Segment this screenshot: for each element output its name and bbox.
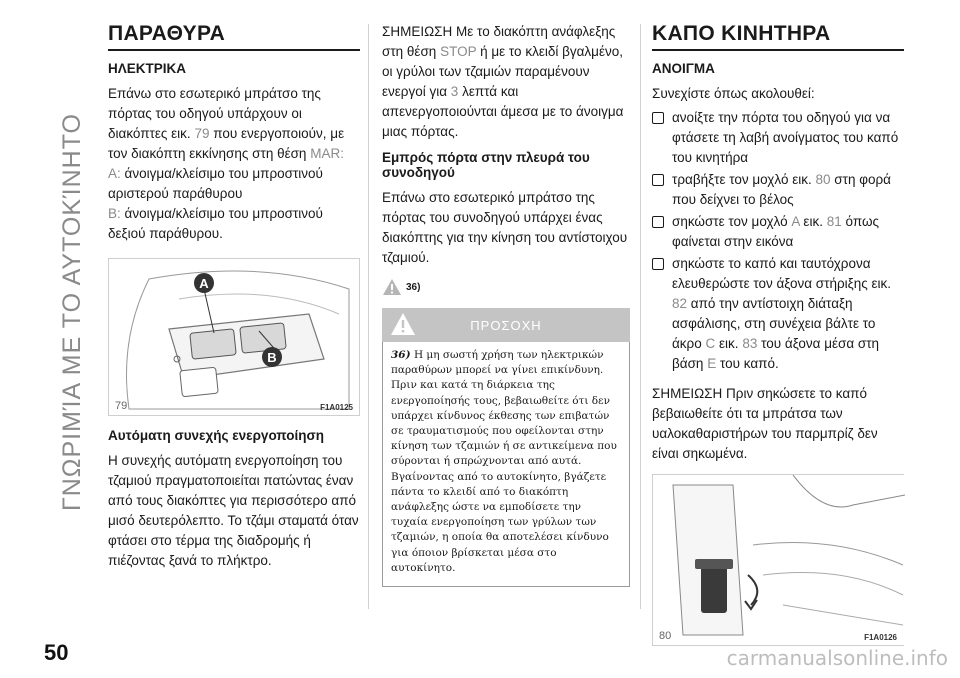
figure-number: 79 [115, 400, 128, 412]
step-3: σηκώστε τον μοχλό A εικ. 81 όπως φαίνεται στην εικόνα [652, 212, 904, 252]
section-heading-windows: ΠΑΡΑΘΥΡΑ [108, 22, 360, 51]
subheading-auto: Αυτόματη συνεχής ενεργοποίηση [108, 428, 324, 443]
column-windows [108, 22, 360, 571]
intro: Συνεχίστε όπως ακολουθεί: [652, 86, 815, 101]
item-switch-a: A: άνοιγμα/κλείσιμο του μπροστινού αριστερού παράθυρου [108, 166, 323, 201]
callout-b: B [267, 350, 277, 365]
side-chapter-title-text: ΓΝΩΡΙΜΊΑ ΜΕ ΤΟ ΑΥΤΟΚΊΝΗΤΟ [57, 112, 86, 512]
checkbox-bullet-icon [652, 216, 664, 228]
checkbox-bullet-icon [652, 112, 664, 124]
subheading-passenger-door: Εμπρός πόρτα στην πλευρά του συνοδηγού [382, 150, 590, 180]
column-passenger [382, 22, 630, 587]
paragraph-passenger-switch: Επάνω στο εσωτερικό μπράτσο της πόρτας του συνοδηγού υπάρχει ένας διακόπτης για την κίνηση του αντίστοιχου τζαμιού. [382, 190, 628, 265]
caution-title: ΠΡΟΣΟΧΗ [470, 317, 542, 333]
caution-text: 36) Η μη σωστή χρήση των ηλεκτρικών παραθύρων μπορεί να γίνει επικίνδυνη. Πριν και κατά τη διάρκεια της ενεργοποίησής τους, βεβαιωθείτε ότι δεν υπάρχει κίνδυνος έκθεσης των επιβατών σε τραυματισμούς που οφείλονται στην κίνηση των τζαμιών ή σε αντικείμενα που σύρονται ή σπρώχνονται από αυτά. Βγαίνοντας από το αυτοκίνητο, βγάζετε πάντα το κλειδί από το διακόπτη ανάφλεξης ώστε να εμποδίσετε την τυχαία ενεργοποίηση των γρύλων των τζαμιών, η οποία θα αποτελέσει κίνδυνο για όποιον βρίσκεται μέσα στο αυτοκίνητο. [391, 349, 617, 574]
figure-hood-lever [652, 474, 904, 646]
column-divider [640, 24, 641, 609]
figure-code: F1A0126 [864, 633, 897, 642]
step-2: τραβήξτε τον μοχλό εικ. 80 στη φορά που δείχνει το βέλος [652, 170, 904, 210]
caution-triangle-icon [390, 312, 416, 336]
checkbox-bullet-icon [652, 258, 664, 270]
caution-header [382, 308, 630, 342]
figure-window-switches [108, 258, 360, 416]
caution-body [382, 342, 630, 587]
key-position: MAR: [310, 146, 344, 161]
callout-a: A [199, 276, 209, 291]
figure-code: F1A0125 [320, 403, 353, 412]
step-4: σηκώστε το καπό και ταυτόχρονα ελευθερώστε τον άξονα στήριξης εικ. 82 από την αντίστοιχη διάταξη ασφάλισης, στη συνέχεια βάλτε το άκρο C εικ. 83 του άξονα μέσα στη βάση E του καπό. [652, 254, 904, 374]
warning-reference: 36) [382, 278, 630, 296]
column-hood [652, 22, 904, 646]
subheading-electric: ΗΛΕΚΤΡΙΚΑ [108, 61, 187, 76]
checkbox-bullet-icon [652, 174, 664, 186]
paragraph-auto: Η συνεχής αυτόματη ενεργοποίηση του τζαμιού πραγματοποιείται πατώντας έναν από τους διακόπτες για περισσότερο από μισό δευτερόλεπτο. Το τζάμι σταματά όταν φτάσει στο τέρμα της διαδρομής ή πιέζοντας ξανά το πλήκτρο. [108, 453, 359, 568]
note-wipers: ΣΗΜΕΙΩΣΗ Πριν σηκώσετε το καπό βεβαιωθείτε ότι τα μπράτσα των υαλοκαθαριστήρων του παρμπρίζ δεν είναι σηκωμένα. [652, 386, 878, 461]
figure-number: 80 [659, 630, 672, 642]
watermark: carmanualsonline.info [726, 646, 948, 670]
window-switch-illustration [109, 259, 361, 415]
section-heading-hood: ΚΑΠΟ ΚΙΝΗΤΗΡΑ [652, 22, 904, 51]
item-switch-b: B: άνοιγμα/κλείσιμο του μπροστινού δεξιού παράθυρου. [108, 206, 323, 241]
paragraph-switches: Επάνω στο εσωτερικό μπράτσο της πόρτας του οδηγού υπάρχουν οι διακόπτες εικ. 79 που ενεργοποιούν, με τον διακόπτη εκκίνησης στη θέση MAR: [108, 86, 345, 161]
figure-ref: 79 [194, 126, 210, 141]
side-chapter-title [52, 22, 92, 602]
hood-lever-illustration [653, 475, 905, 645]
note-ignition: ΣΗΜΕΙΩΣΗ Με το διακόπτη ανάφλεξης στη θέση STOP ή με το κλειδί βγαλμένο, οι γρύλοι των τζαμιών παραμένουν ενεργοί για 3 λεπτά και απενεργοποιούνται άμεσα με το άνοιγμα μιας πόρτας. [382, 24, 624, 139]
column-divider [368, 24, 369, 609]
page-number: 50 [44, 640, 69, 665]
warning-triangle-icon [382, 278, 402, 296]
step-1: ανοίξτε την πόρτα του οδηγού για να φτάσετε τη λαβή ανοίγματος του καπό του κινητήρα [652, 108, 904, 168]
subheading-opening: ΑΝΟΙΓΜΑ [652, 61, 715, 76]
